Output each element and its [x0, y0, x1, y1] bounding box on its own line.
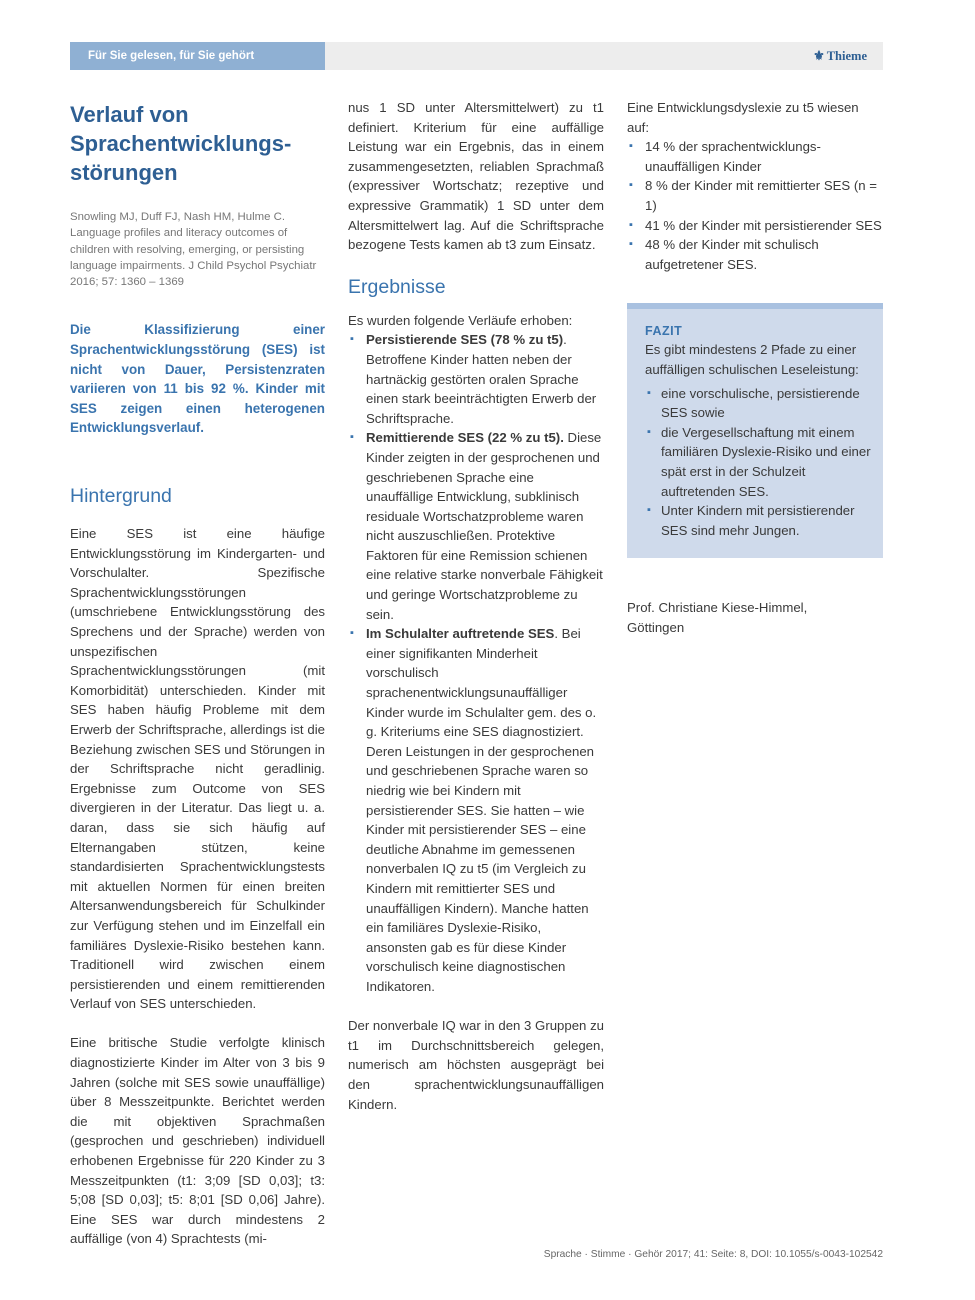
list-item — [348, 330, 604, 428]
body-paragraph: Eine britische Studie verfolgte klinisch diagnostizierte Kinder im Alter von 3 bis 9 Jahren (solche mit SES sowie unauffällige) über 8 Messzeitpunkte. Berichtet werden die mit objektiven Sprachmaßen (gesprochen und geschrieben) individuell erhobenen Ergebnisse für 220 Kinder zu 3 Messzeitpunkten (t1: 3;09 [SD 0,03]; t3: 5;08 [SD 0,03]; t5: 8;01 [SD 0,06] Jahre). Eine SES war durch mindestens 2 auffällige (von 4) Sprachtests (mi- — [70, 1035, 325, 1247]
body-paragraph: nus 1 SD unter Altersmittelwert) zu t1 definiert. Kriterium für eine auffällige Leistung war ein Ergebnis, das in einem zusammengesetzten, reliablen Sprachmaß (expressiver Wortschatz; rezeptive und expressive Grammatik) 1 SD unter dem Altersmittelwert lag. Auf die Schriftsprache bezogene Tests kamen ab t3 zum Einsatz. — [348, 100, 604, 253]
item-bold: Im Schulalter auftretende SES — [366, 626, 555, 642]
list-item: ▪ 8 % der Kinder mit remittierter SES (n = 1) — [627, 176, 883, 215]
publisher-brand[interactable] — [813, 42, 867, 70]
item-bold: Persistierende SES (78 % zu t5) — [366, 332, 564, 348]
fazit-title: FAZIT — [645, 324, 683, 339]
fazit-intro: Es gibt mindestens 2 Pfade zu einer auffälligen schulischen Leseleistung: — [645, 342, 859, 377]
results-list — [348, 330, 604, 996]
section-label: Für Sie gelesen, für Sie gehört — [70, 42, 325, 70]
column-right — [627, 98, 883, 637]
title-line: Verlauf von — [70, 102, 189, 127]
column-left — [70, 98, 325, 1249]
citation-title: Language profiles and literacy outcomes of children with resolving, emerging, or persisting language impairments. — [70, 227, 305, 272]
column-middle — [348, 98, 604, 1114]
list-item — [348, 624, 604, 996]
citation-authors: Snowling MJ, Duff FJ, Nash HM, Hulme C. — [70, 211, 286, 223]
list-item: ▪ 14 % der sprachentwicklungs-unauffälligen Kinder — [627, 137, 883, 176]
header-bar — [70, 42, 883, 70]
body-paragraph: Der nonverbale IQ war in den 3 Gruppen zu t1 im Durchschnittsbereich gelegen, numerisch am höchsten ausgeprägt bei den sprachentwicklungsunauffälligen Kindern. — [348, 1018, 604, 1112]
results-intro: Es wurden folgende Verläufe erhoben: — [348, 312, 573, 328]
author-signature — [627, 598, 883, 637]
item-text: . Betroffene Kinder hatten neben der hartnäckig gestörten oralen Sprache einen stark beeinträchtigten Erwerb der Schriftsprache. — [366, 332, 597, 426]
list-item: ▪ Unter Kindern mit persistierender SES sind mehr Jungen. — [645, 501, 873, 540]
heading-ergebnisse: Ergebnisse — [348, 275, 446, 298]
list-item: ▪ die Vergesellschaftung mit einem familiären Dyslexie-Risiko und einer spät erst in der Schulzeit auftretenden SES. — [645, 423, 873, 501]
body-paragraph: Eine SES ist eine häufige Entwicklungsstörung im Kindergarten- und Vorschulalter. Spezifische Sprachentwicklungsstörungen (umschriebene Entwicklungsstörung des Sprechens und der Sprache) werden von unspezifischen Sprachentwicklungsstörungen (mit Komorbidität) unterschieden. Kinder mit SES haben häufig Probleme mit dem Erwerb der Schriftsprache, allerdings ist die Beziehung zwischen SES und Störungen in der Schriftsprache nicht geradlinig. Ergebnisse zum Outcome von SES divergieren in der Literatur. Das liegt u. a. daran, dass sie sich häufig auf Elternangaben stützen, keine standardisierten Sprachentwicklungstests mit aktuellen Normen für einen breiten Altersanwendungsbereich für Schulkinder zur Verfügung stehen und im Einzelfall ein familiäres Dyslexie-Risiko bestehen kann. Traditionell wird zwischen einem persistierenden und einem remittierenden Verlauf von SES unterschieden. — [70, 526, 325, 1012]
lead-paragraph: Die Klassifizierung einer Sprachentwicklungsstörung (SES) ist nicht von Dauer, Persistenzraten variieren von 11 bis 92 %. Kinder mit SES zeigen einen heterogenen Entwicklungsverlauf. — [70, 322, 325, 436]
author-city: Göttingen — [627, 619, 685, 635]
dyslexia-intro: Eine Entwicklungsdyslexie zu t5 wiesen auf: — [627, 100, 859, 135]
author-name: Prof. Christiane Kiese-Himmel, — [627, 600, 808, 616]
fazit-box — [627, 303, 883, 558]
title-line: Sprachentwicklungs- — [70, 131, 292, 156]
citation — [70, 209, 325, 290]
item-text: . Bei einer signifikanten Minderheit vorschulisch sprachenentwicklungsunauffälliger Kinder wurde im Schulalter gem. des o. g. Kriteriums eine SES diagnostiziert. Deren Leistungen in der gesprochenen und geschriebenen Sprache waren so niedrig wie bei Kindern mit persistierender SES. Sie hatten – wie Kinder mit persistierender SES – eine deutliche Abnahme im gemessenen nonverbalen IQ zu t5 (im Vergleich zu Kindern mit remittierter SES und unauffälligen Kindern). Manche hatten ein familiäres Dyslexie-Risiko, ansonsten gab es für diese Kinder vorschulisch keine diagnostischen Indikatoren. — [366, 626, 597, 994]
list-item: ▪ 41 % der Kinder mit persistierender SES — [627, 216, 883, 236]
item-text: Diese Kinder zeigten in der gesprochenen und geschriebenen Sprache eine unauffällige Entwicklung, subklinisch residuale Wortschatzprobleme waren nicht auszuschließen. Protektive Faktoren für eine Remission schienen eine relative starke nonverbale Fähigkeit und geringe Wortschatzprobleme zu sein. — [366, 430, 603, 622]
list-item — [348, 428, 604, 624]
citation-journal: J Child Psychol Psychiatr 2016; 57: 1360 – 1369 — [70, 259, 317, 289]
title-line: störungen — [70, 160, 178, 185]
article-title — [70, 100, 325, 187]
page-footer: Sprache · Stimme · Gehör 2017; 41: Seite: 8, DOI: 10.1055/s-0043-102542 — [543, 1249, 883, 1260]
item-bold: Remittierende SES (22 % zu t5). — [366, 430, 564, 446]
brand-label: Thieme — [826, 49, 867, 63]
thieme-logo-icon: ⚜ — [813, 48, 825, 63]
heading-hintergrund: Hintergrund — [70, 485, 172, 508]
list-item: ▪ eine vorschulische, persistierende SES sowie — [645, 384, 873, 423]
list-item: ▪ 48 % der Kinder mit schulisch aufgetretener SES. — [627, 235, 883, 274]
fazit-list — [645, 384, 873, 541]
dyslexia-list — [627, 137, 883, 274]
